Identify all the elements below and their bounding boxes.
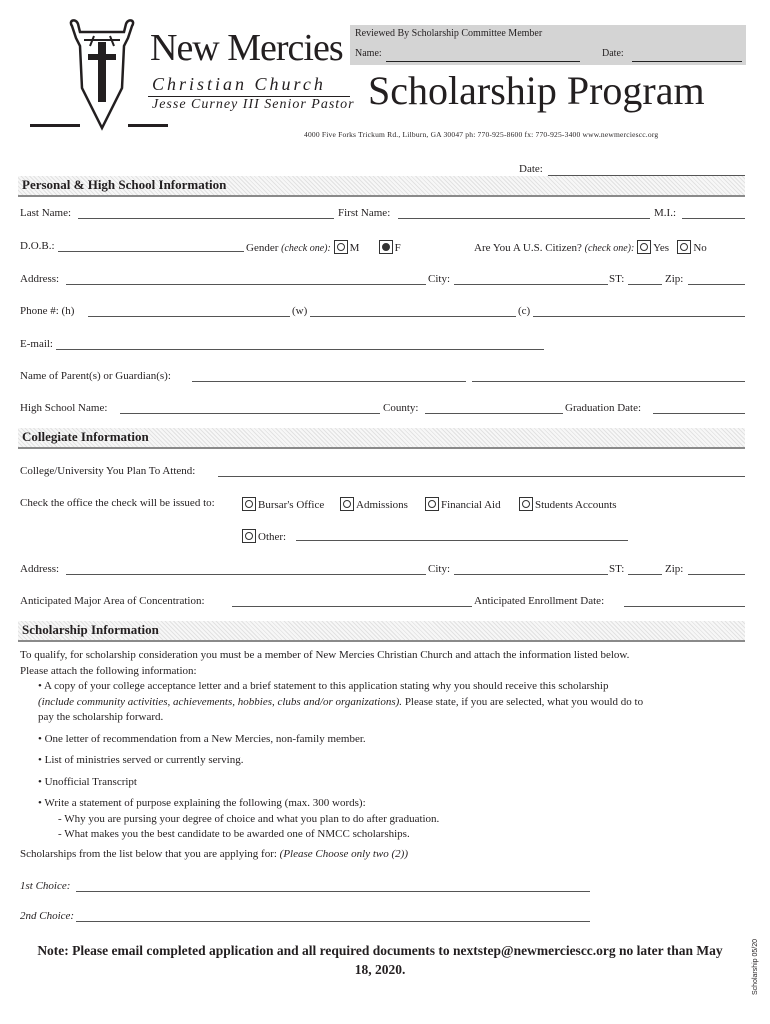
phone-w-field[interactable] [310, 316, 516, 317]
zip-field[interactable] [688, 284, 745, 285]
students-accounts-label: Students Accounts [535, 499, 617, 511]
other-field[interactable] [296, 540, 628, 541]
last-name-label: Last Name: [20, 207, 72, 219]
review-heading: Reviewed By Scholarship Committee Member [355, 28, 543, 39]
org-name: New Mercies [150, 27, 343, 69]
enroll-date-label: Anticipated Enrollment Date: [474, 595, 605, 607]
review-name-label: Name: [355, 48, 382, 59]
phone-c-field[interactable] [533, 316, 745, 317]
office-option-students-accounts [519, 497, 617, 511]
requirement-4: • Unofficial Transcript [38, 775, 137, 788]
requirement-1: • A copy of your college acceptance letter and a brief statement to this application stating why you should receive this scholarship [38, 680, 609, 692]
pastor-name: Jesse Curney III Senior Pastor [152, 97, 355, 112]
section-collegiate-title: Collegiate Information [22, 429, 149, 444]
citizen-label: Are You A U.S. Citizen? [474, 242, 582, 254]
dob-field[interactable] [58, 251, 244, 252]
choose-text [20, 848, 408, 860]
city-label: City: [428, 273, 451, 285]
date-label: Date: [519, 163, 543, 175]
requirement-1-rest: Please state, if you are selected, what you would do to [402, 695, 644, 708]
citizen-hint: (check one): [584, 243, 635, 254]
financial-aid-label: Financial Aid [441, 499, 501, 511]
section-collegiate [18, 428, 745, 449]
college-address-field[interactable] [66, 574, 426, 575]
gender-label: Gender [246, 242, 279, 254]
section-personal [18, 176, 745, 197]
requirements-list [20, 679, 745, 843]
college-st-field[interactable] [628, 574, 662, 575]
financial-aid-checkbox[interactable] [425, 497, 439, 511]
phone-h-label: Phone #: (h) [20, 305, 75, 317]
review-date-field[interactable] [632, 61, 742, 62]
choice-2-field[interactable] [76, 921, 590, 922]
college-city-label: City: [428, 563, 451, 575]
parent-label: Name of Parent(s) or Guardian(s): [20, 370, 171, 382]
address-label: Address: [20, 273, 60, 285]
admissions-checkbox[interactable] [340, 497, 354, 511]
choose-label: Scholarships from the list below that you are applying for: [20, 848, 277, 860]
page-title: Scholarship Program [368, 68, 705, 113]
parent-field-2[interactable] [472, 381, 745, 382]
high-school-field[interactable] [120, 413, 380, 414]
pastor-rule [148, 96, 350, 97]
other-label: Other: [258, 531, 287, 543]
attach-text: Please attach the following information: [20, 664, 197, 677]
section-personal-title: Personal & High School Information [22, 177, 227, 192]
phone-c-label: (c) [518, 305, 531, 317]
logo-rule-left [30, 124, 80, 127]
citizen-yes-checkbox[interactable] [637, 240, 651, 254]
college-zip-field[interactable] [688, 574, 745, 575]
choice-1-text: 1st Choice: [20, 880, 71, 892]
mi-field[interactable] [682, 218, 745, 219]
college-city-field[interactable] [454, 574, 608, 575]
citizen-no-label: No [693, 242, 707, 254]
office-option-financial-aid [425, 497, 501, 511]
requirement-5b: - What makes you the best candidate to be awarded one of NMCC scholarships. [58, 828, 410, 840]
city-field[interactable] [454, 284, 608, 285]
county-field[interactable] [425, 413, 563, 414]
high-school-label: High School Name: [20, 402, 108, 414]
major-field[interactable] [232, 606, 472, 607]
citizen-group [474, 240, 707, 254]
grad-date-label: Graduation Date: [565, 402, 642, 414]
enroll-date-field[interactable] [624, 606, 745, 607]
gender-f-checkbox[interactable] [379, 240, 393, 254]
bursar-label: Bursar's Office [258, 499, 325, 511]
requirement-5a: - Why you are pursing your degree of choice and what you plan to do after graduation. [58, 812, 440, 825]
gender-group [246, 240, 401, 254]
last-name-field[interactable] [78, 218, 334, 219]
phone-w-label: (w) [292, 305, 308, 317]
grad-date-field[interactable] [653, 413, 745, 414]
citizen-no-checkbox[interactable] [677, 240, 691, 254]
major-label: Anticipated Major Area of Concentration: [20, 595, 205, 607]
scholarship-instructions [20, 648, 745, 843]
section-scholarship-title: Scholarship Information [22, 622, 159, 637]
church-name: Christian Church [152, 74, 326, 94]
email-label: E-mail: [20, 338, 53, 350]
admissions-label: Admissions [356, 499, 408, 511]
choice-1-field[interactable] [76, 891, 590, 892]
gender-m-checkbox[interactable] [334, 240, 348, 254]
office-option-bursar [242, 497, 324, 511]
college-address-label: Address: [20, 563, 60, 575]
college-st-label: ST: [609, 563, 625, 575]
intro-text: To qualify, for scholarship consideration you must be a member of New Mercies Christian Church and attach the information listed below. [20, 649, 630, 661]
phone-h-field[interactable] [88, 316, 290, 317]
choice-1-label [20, 880, 70, 892]
college-field[interactable] [218, 476, 745, 477]
first-name-label: First Name: [338, 207, 391, 219]
choice-2-text: 2nd Choice: [20, 910, 75, 922]
choice-2-label [20, 910, 74, 922]
zip-label: Zip: [665, 273, 684, 285]
review-name-field[interactable] [386, 61, 580, 62]
requirement-2: • One letter of recommendation from a New Mercies, non-family member. [38, 732, 366, 745]
gender-f-label: F [394, 242, 401, 254]
requirement-5: • Write a statement of purpose explaining the following (max. 300 words): [38, 797, 366, 809]
contact-info: 4000 Five Forks Trickum Rd., Lilburn, GA 30047 ph: 770-925-8600 fx: 770-925-3400 www.newmerciescc.org [304, 130, 659, 139]
other-checkbox[interactable] [242, 529, 256, 543]
gender-hint: (check one): [281, 243, 331, 254]
requirement-1-last: pay the scholarship forward. [38, 711, 164, 723]
choose-hint: (Please Choose only two (2)) [279, 848, 408, 860]
logo-rule-right [128, 124, 168, 127]
requirement-1-cont [38, 695, 745, 711]
side-code: Scholarship 05/20 [752, 938, 759, 995]
first-name-field[interactable] [398, 218, 650, 219]
gender-m-label: M [349, 242, 360, 254]
address-field[interactable] [66, 284, 426, 285]
st-label: ST: [609, 273, 625, 285]
parent-field-1[interactable] [192, 381, 466, 382]
college-label: College/University You Plan To Attend: [20, 465, 196, 477]
st-field[interactable] [628, 284, 662, 285]
bursar-checkbox[interactable] [242, 497, 256, 511]
mi-label: M.I.: [654, 207, 676, 219]
citizen-yes-label: Yes [653, 242, 670, 254]
review-box [350, 25, 746, 65]
students-accounts-checkbox[interactable] [519, 497, 533, 511]
check-office-label: Check the office the check will be issued to: [20, 497, 215, 509]
section-scholarship [18, 621, 745, 642]
email-field[interactable] [56, 349, 544, 350]
review-date-label: Date: [602, 48, 624, 59]
office-option-admissions [340, 497, 408, 511]
college-zip-label: Zip: [665, 563, 684, 575]
office-option-other [242, 529, 286, 543]
footer-note: Note: Please email completed application and all required documents to nextstep@newmerciescc.org no later than May 18, 2020. [37, 943, 723, 977]
requirement-1-italic: (include community activities, achievements, hobbies, clubs and/or organizations). [38, 695, 403, 708]
requirement-3: • List of ministries served or currently serving. [38, 754, 244, 766]
county-label: County: [383, 402, 419, 414]
dob-label: D.O.B.: [20, 240, 55, 252]
church-logo-icon [62, 18, 142, 133]
